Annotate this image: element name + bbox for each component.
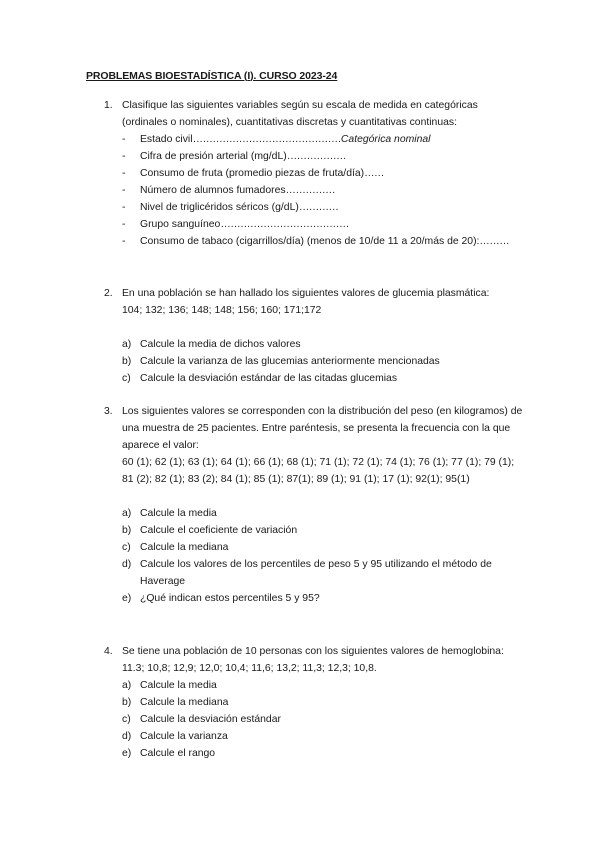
- dash-bullet: -: [122, 219, 126, 230]
- item-label: c): [122, 542, 131, 553]
- item-text: Calcule el coeficiente de variación: [140, 525, 298, 536]
- variable-text: Consumo de fruta (promedio piezas de fruta/día): [140, 168, 365, 179]
- list-item: [122, 590, 524, 607]
- item-label: e): [122, 748, 132, 759]
- title-prefix: PROBLEMAS BIOESTADÍSTICA (: [86, 70, 248, 82]
- list-item: [122, 505, 524, 522]
- item-text: Calcule la mediana: [140, 542, 229, 553]
- list-item: [122, 148, 524, 165]
- item-text: Calcule la desviación estándar de las citadas glucemias: [140, 373, 398, 384]
- answer-dots: ………………………………………: [192, 134, 341, 145]
- variable-text: Consumo de tabaco (cigarrillos/día) (menos de 10/de 11 a 20/más de 20):: [140, 236, 480, 247]
- title-suffix: ). CURSO 2023-24: [250, 70, 338, 82]
- item-text: Calcule la media: [140, 680, 217, 691]
- answer-dots: ………………: [286, 151, 347, 162]
- list-item: [122, 199, 524, 216]
- list-item: [122, 336, 524, 353]
- item-label: c): [122, 373, 131, 384]
- item-text: Calcule la desviación estándar: [140, 714, 281, 725]
- list-item: [122, 216, 524, 233]
- item-text: Calcule la varianza de las glucemias anteriormente mencionadas: [140, 356, 440, 367]
- answer-dots: ……: [364, 168, 384, 179]
- question-number: 2.: [104, 288, 113, 299]
- list-item: [122, 728, 524, 745]
- item-label: a): [122, 339, 132, 350]
- item-text: Calcule la media: [140, 508, 217, 519]
- item-label: b): [122, 525, 132, 536]
- variable-text: Número de alumnos fumadores: [140, 185, 286, 196]
- list-item: [122, 677, 524, 694]
- page-title: [86, 70, 337, 82]
- dash-bullet: -: [122, 168, 126, 179]
- dash-bullet: -: [122, 134, 126, 145]
- item-label: d): [122, 559, 132, 570]
- list-item: [122, 556, 524, 590]
- question-number: 1.: [104, 100, 113, 111]
- question-text: Clasifique las siguientes variables según su escala de medida en categóricas (ordinales o nominales), cuantitativas discretas y cuantitativas continuas:: [122, 100, 478, 128]
- answer-dots: ………: [479, 236, 510, 247]
- subquestion-list: [122, 505, 524, 607]
- question-number: 4.: [104, 646, 113, 657]
- item-text: Calcule el rango: [140, 748, 216, 759]
- list-item: [122, 522, 524, 539]
- list-item: [122, 165, 524, 182]
- question-text: Se tiene una población de 10 personas con los siguientes valores de hemoglobina: 11.3; 10,8; 12,9; 12,0; 10,4; 11,6; 13,2; 11,3; 12,3; 10,8.: [122, 646, 504, 674]
- question-number: 3.: [104, 406, 113, 417]
- item-text: Calcule la mediana: [140, 697, 229, 708]
- question-4: [104, 643, 524, 762]
- title-roman: I: [247, 70, 251, 82]
- list-item: [122, 131, 524, 148]
- item-label: e): [122, 593, 132, 604]
- item-label: b): [122, 356, 132, 367]
- variable-text: Cifra de presión arterial (mg/dL): [140, 151, 287, 162]
- question-2: [104, 285, 524, 387]
- list-item: [122, 233, 524, 250]
- dash-bullet: -: [122, 185, 126, 196]
- dash-bullet: -: [122, 202, 126, 213]
- answer-dots: …………………………………: [220, 219, 349, 230]
- data-values: 60 (1); 62 (1); 63 (1); 64 (1); 66 (1); 68 (1); 71 (1); 72 (1); 74 (1); 76 (1); 77 (1); 79 (1); 81 (2); 82 (1); 83 (2); 84 (1); 85 (1); 87(1); 89 (1); 91 (1); 17 (1); 92(1); 95(1): [122, 457, 515, 485]
- list-item: [122, 745, 524, 762]
- list-item: [122, 539, 524, 556]
- list-item: [122, 370, 524, 387]
- question-3: [104, 403, 524, 607]
- list-item: [122, 353, 524, 370]
- variable-text: Grupo sanguíneo: [140, 219, 221, 230]
- question-text: Los siguientes valores se corresponden con la distribución del peso (en kilogramos) de una muestra de 25 pacientes. Entre paréntesis, se presenta la frecuencia con la que aparece el valor:: [122, 406, 523, 451]
- item-label: a): [122, 680, 132, 691]
- answer-dots: …………: [298, 202, 339, 213]
- list-item: [122, 182, 524, 199]
- item-text: Calcule los valores de los percentiles de peso 5 y 95 utilizando el método de Haverage: [140, 559, 492, 587]
- item-text: Calcule la varianza: [140, 731, 228, 742]
- variable-text: Nivel de triglicéridos séricos (g/dL): [140, 202, 299, 213]
- list-item: [122, 711, 524, 728]
- question-1: [104, 97, 524, 250]
- item-label: a): [122, 508, 132, 519]
- variable-text: Estado civil: [140, 134, 193, 145]
- dash-bullet: -: [122, 236, 126, 247]
- item-text: Calcule la media de dichos valores: [140, 339, 301, 350]
- answer-text: Categórica nominal: [340, 134, 431, 145]
- question-text: En una población se han hallado los siguientes valores de glucemia plasmática:: [122, 288, 490, 299]
- list-item: [122, 694, 524, 711]
- data-values: 104; 132; 136; 148; 148; 156; 160; 171;172: [122, 305, 322, 316]
- item-label: d): [122, 731, 132, 742]
- item-label: b): [122, 697, 132, 708]
- item-text: ¿Qué indican estos percentiles 5 y 95?: [140, 593, 320, 604]
- subquestion-list: [122, 677, 524, 762]
- variable-list: [122, 131, 524, 250]
- dash-bullet: -: [122, 151, 126, 162]
- answer-dots: ……………: [285, 185, 335, 196]
- subquestion-list: [122, 336, 524, 387]
- item-label: c): [122, 714, 131, 725]
